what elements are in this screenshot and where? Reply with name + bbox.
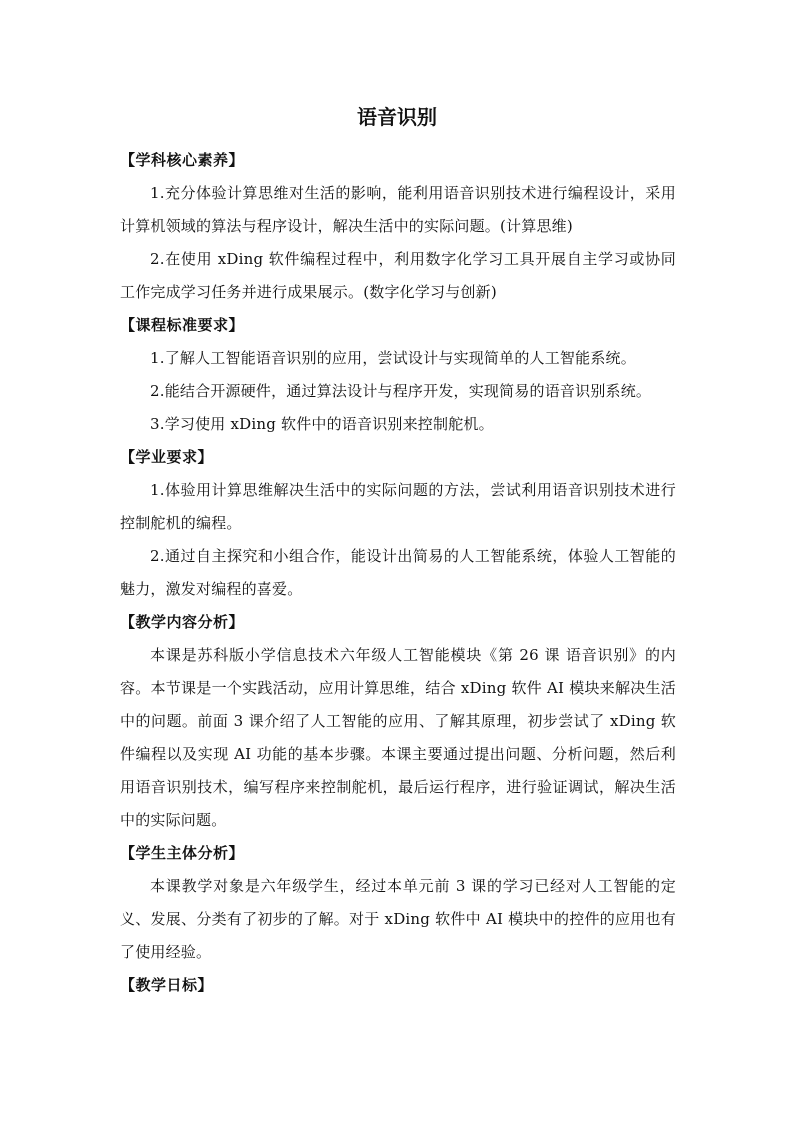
section-paragraph: 2.通过自主探究和小组合作，能设计出简易的人工智能系统，体验人工智能的魅力，激发对编程的喜爱。 [120, 547, 676, 598]
section-teaching-objectives [120, 969, 676, 1002]
section-paragraph: 3.学习使用 xDing 软件中的语音识别来控制舵机。 [150, 415, 494, 433]
section-curriculum-standards [120, 309, 676, 441]
section-heading: 【学科核心素养】 [120, 151, 245, 169]
section-heading: 【教学日标】 [120, 976, 214, 994]
document-body [120, 144, 676, 1002]
section-paragraph: 1.了解人工智能语音识别的应用，尝试设计与实现简单的人工智能系统。 [150, 349, 636, 367]
section-paragraph: 本课是苏科版小学信息技术六年级人工智能模块《第 26 课 语音识别》的内容。本节课是一个实践活动，应用计算思维，结合 xDing 软件 AI 模块来解决生活中的问题。前面 3 课介绍了人工智能的应用、了解其原理，初步尝试了 xDing 软件编程以及实现 AI 功能的基本步骤。本课主要通过提出问题、分析问题，然后利用语音识别技术，编写程序来控制舵机，最后运行程序，进行验证调试，解决生活中的实际问题。 [120, 646, 676, 829]
section-core-literacy [120, 144, 676, 309]
section-paragraph: 本课教学对象是六年级学生，经过本单元前 3 课的学习已经对人工智能的定义、发展、分类有了初步的了解。对于 xDing 软件中 AI 模块中的控件的应用也有了使用经验。 [120, 877, 676, 961]
section-academic-requirements [120, 441, 676, 606]
section-heading: 【学业要求】 [120, 448, 214, 466]
section-paragraph: 1.充分体验计算思维对生活的影响，能利用语音识别技术进行编程设计，采用计算机领域的算法与程序设计，解决生活中的实际问题。(计算思维) [120, 184, 676, 235]
document-title: 语音识别 [357, 105, 437, 129]
section-student-analysis [120, 837, 676, 969]
section-heading: 【教学内容分析】 [120, 613, 245, 631]
section-paragraph: 2.在使用 xDing 软件编程过程中，利用数字化学习工具开展自主学习或协同工作完成学习任务并进行成果展示。(数字化学习与创新) [120, 250, 676, 301]
section-heading: 【学生主体分析】 [120, 844, 245, 862]
section-paragraph: 1.体验用计算思维解决生活中的实际问题的方法，尝试利用语音识别技术进行控制舵机的编程。 [120, 481, 676, 532]
section-heading: 【课程标准要求】 [120, 316, 245, 334]
section-paragraph: 2.能结合开源硬件，通过算法设计与程序开发，实现简易的语音识别系统。 [150, 382, 652, 400]
section-content-analysis [120, 606, 676, 837]
